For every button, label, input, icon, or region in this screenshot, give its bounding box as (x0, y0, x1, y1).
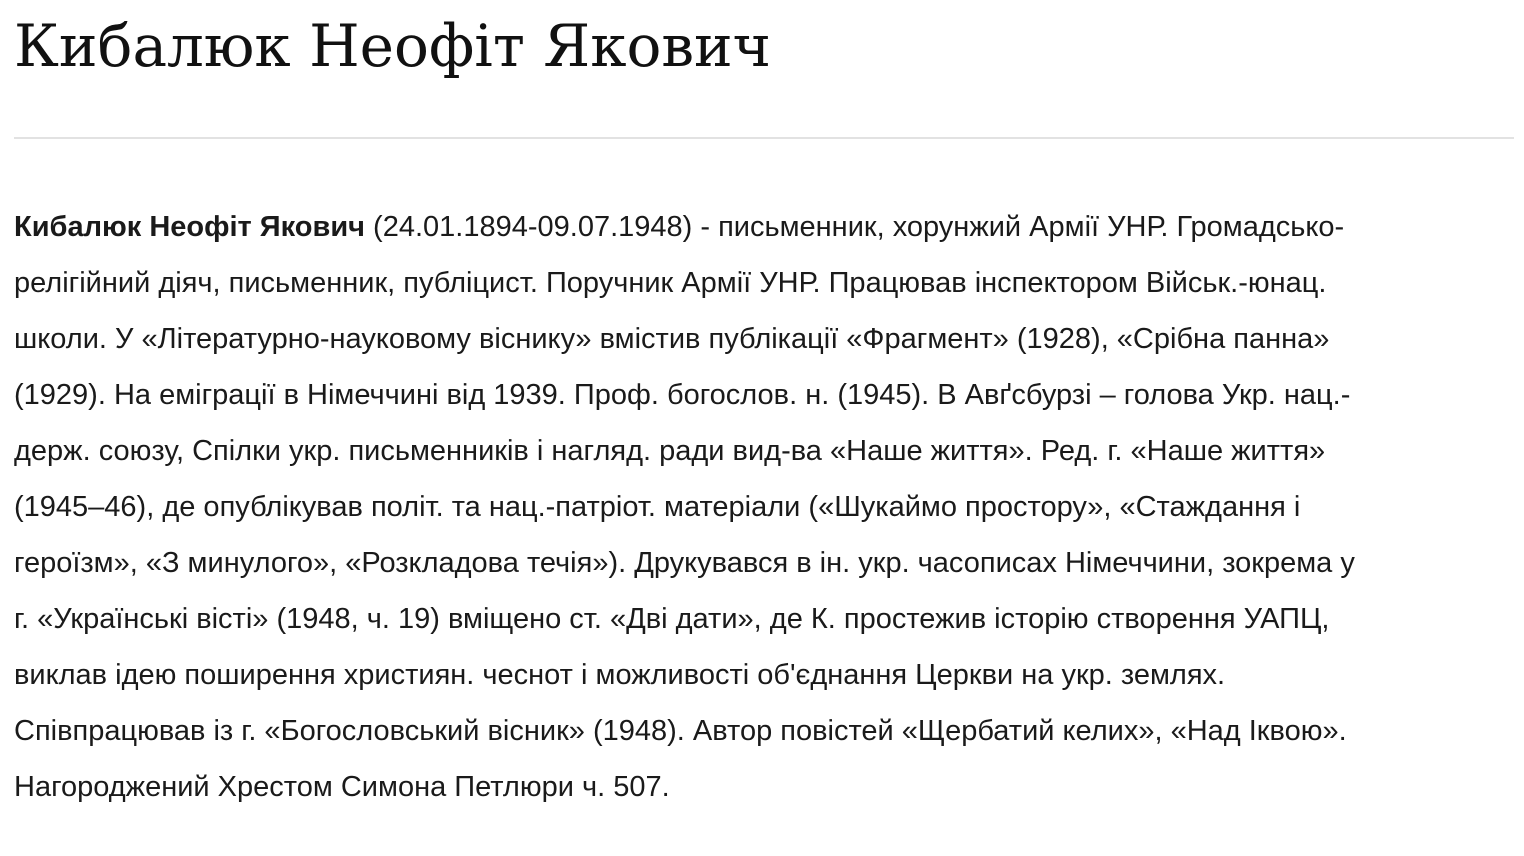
page-title: Кибалюк Неофіт Якович (14, 12, 772, 80)
bio-line-1-text: (24.01.1894-09.07.1948) - письменник, хорунжий Армії УНР. Громадсько- (365, 211, 1345, 243)
bio-line-8: г. «Українські вісті» (1948, ч. 19) вміщено ст. «Дві дати», де К. простежив історію створення УАПЦ, (14, 603, 1330, 635)
bio-line-4: (1929). На еміграції в Німеччині від 1939. Проф. богослов. н. (1945). В Авґсбурзі – голова Укр. нац.- (14, 379, 1351, 411)
bio-line-1 (14, 199, 1514, 255)
bio-name: Кибалюк Неофіт Якович (14, 211, 365, 243)
bio-line-11: Нагороджений Хрестом Симона Петлюри ч. 507. (14, 771, 670, 803)
bio-line-6: (1945–46), де опублікував політ. та нац.-патріот. матеріали («Шукаймо простору», «Стаждання і (14, 491, 1301, 523)
bio-line-5: держ. союзу, Спілки укр. письменників і нагляд. ради вид-ва «Наше життя». Ред. г. «Наше життя» (14, 435, 1326, 467)
title-divider (14, 137, 1514, 139)
bio-line-10: Співпрацював із г. «Богословський вісник» (1948). Автор повістей «Щербатий келих», «Над Іквою». (14, 715, 1347, 747)
biography-text (14, 199, 1514, 815)
bio-line-9: виклав ідею поширення християн. чеснот і можливості об'єднання Церкви на укр. землях. (14, 659, 1226, 691)
bio-line-2: релігійний діяч, письменник, публіцист. Поручник Армії УНР. Працював інспектором Військ.-юнац. (14, 267, 1327, 299)
bio-line-7: героїзм», «З минулого», «Розкладова течія»). Друкувався в ін. укр. часописах Німеччини, зокрема у (14, 547, 1355, 579)
bio-line-3: школи. У «Літературно-науковому віснику» вмістив публікації «Фрагмент» (1928), «Срібна панна» (14, 323, 1330, 355)
